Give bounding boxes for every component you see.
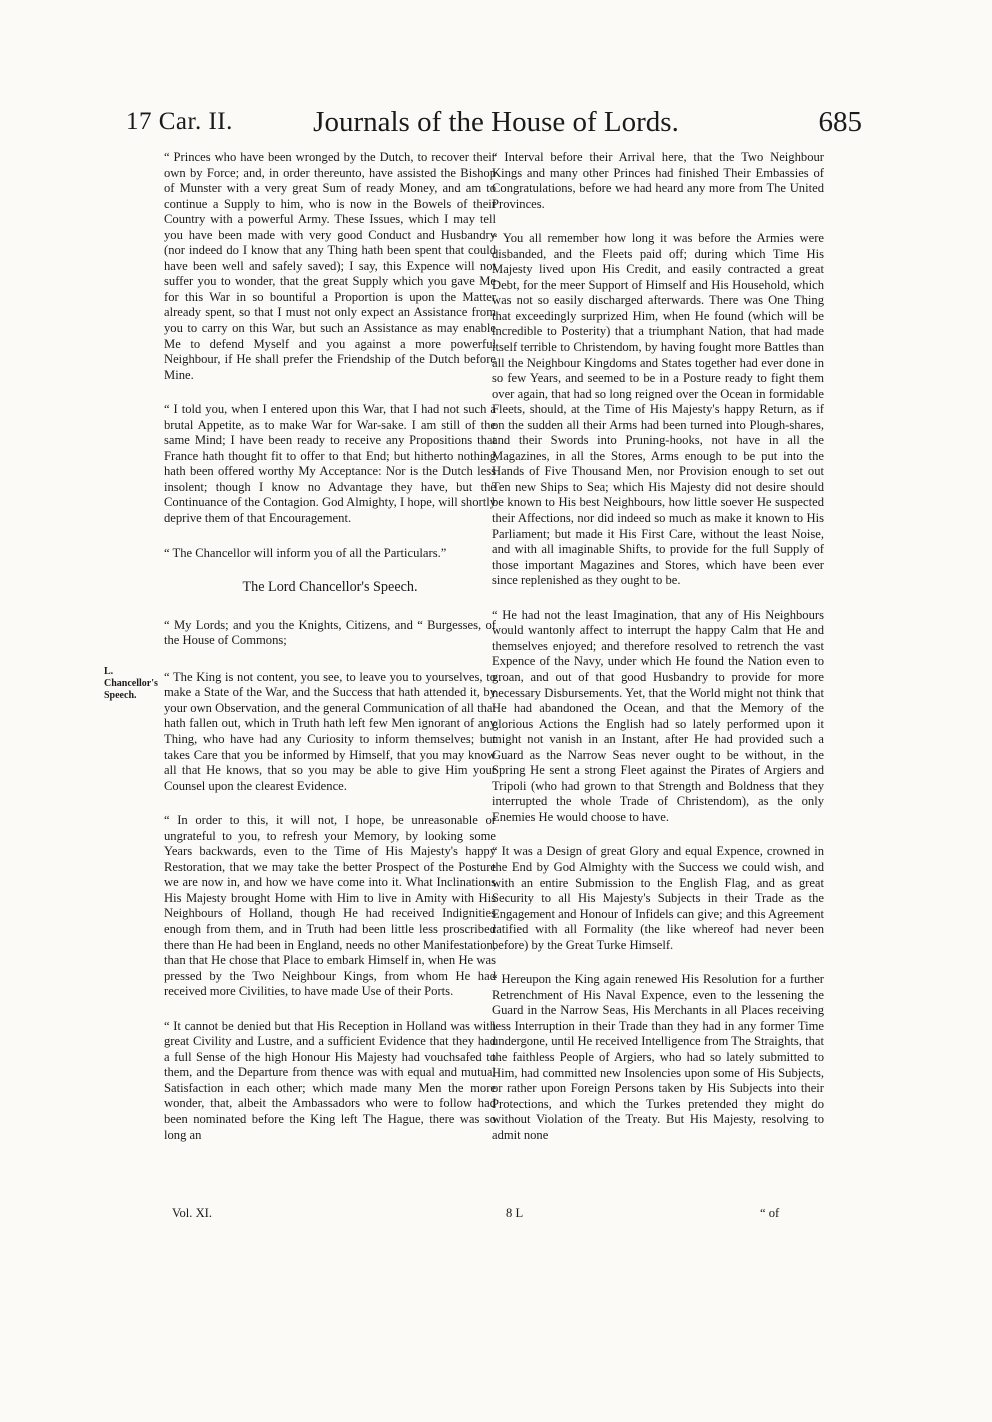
signature-mark: 8 L bbox=[506, 1206, 524, 1220]
paragraph: “ The King is not content, you see, to leave you to yourselves, to make a State of the War, and the Success that hath attended it, by your own Observation, and the general Communication of all that hath fallen out, which in Truth hath left few Men ignorant of any Thing, who have had any Curiosity to inform themselves; but takes Care that you be informed by Himself, that you may know all that He knows, that so you may be able to give Him your Counsel upon the clearest Evidence. bbox=[164, 669, 496, 793]
paragraph: “ Princes who have been wronged by the Dutch, to recover their own by Force; and, in order thereunto, have assisted the Bishop of Munster with a very great Sum of ready Money, and am to continue a Supply to him, who is now in the Bowels of their Country with a powerful Army. These Issues, which I may tell you have been made with very good Conduct and Husbandry (nor indeed do I know that any Thing hath been spent that could have been well and safely saved); I say, this Expence will not suffer you to wonder, that the great Supply which you gave Me for this War in so bountiful a Proportion is upon the Matter already spent, so that I must not only expect an Assistance from you to carry on this War, but such an Assistance as may enable Me to defend Myself and you against a more powerful Neighbour, if He shall prefer the Friendship of the Dutch before Mine. bbox=[164, 150, 496, 382]
right-column bbox=[492, 150, 824, 1162]
volume-label: Vol. XI. bbox=[172, 1206, 213, 1220]
paragraph: “ It cannot be denied but that His Reception in Holland was with great Civility and Lustre, and a sufficient Evidence that they had a full Sense of the high Honour His Majesty had vouchsafed to them, and the Departure from thence was with equal and mutual Satisfaction in each other; which made many Men the more wonder, that, albeit the Ambassadors who were to follow had been nominated before the King left The Hague, there was so long an bbox=[164, 1018, 496, 1142]
paragraph: “ Interval before their Arrival here, that the Two Neighbour Kings and many other Princes had finished Their Embassies of Congratulations, before we had heard any more from The United Provinces. bbox=[492, 150, 824, 211]
paragraph: “ The Chancellor will inform you of all the Particulars.” bbox=[164, 545, 447, 560]
paragraph: “ You all remember how long it was before the Armies were disbanded, and the Fleets paid off; during which Time His Majesty lived upon His Credit, and easily contracted a great Debt, for the meer Support of Himself and His Household, which was not so easily discharged afterwards. There was One Thing that exceedingly surprized Him, when He found (which will be incredible to Posterity) that a triumphant Nation, that had made itself terrible to Christendom, by having fought more Battles than all the Neighbour Kingdoms and States together had ever done in so few Years, and seemed to be in a Posture ready to fight them over again, that had so long reigned over the Ocean in formidable Fleets, should, at the Time of His Majesty's happy Return, as if on the sudden all their Arms had been turned into Plough-shares, and their Swords into Pruning-hooks, not have in all the Magazines, in all the Stores, Arms enough to be put into the Hands of Five Thousand Men, nor Provision enough to set out Ten new Ships to Sea; which His Majesty did not desire should be known to His best Neighbours, how little soever He suspected their Affections, nor did indeed so much as make it known to His Parliament; but made it His First Care, without the least Noise, and with all imaginable Shifts, to provide for the full Supply of those important Magazines and Stores, which have been ever since replenished as they ought to be. bbox=[492, 231, 824, 588]
left-column bbox=[164, 150, 496, 1162]
section-heading: The Lord Chancellor's Speech. bbox=[242, 579, 418, 596]
margin-note: L. Chancellor's Speech. bbox=[104, 666, 158, 701]
paragraph: “ I told you, when I entered upon this War, that I had not such a brutal Appetite, as to make War for War-sake. I am still of the same Mind; I have been ready to receive any Propositions that France hath thought fit to offer to that End; but hitherto nothing hath been offered worthy My Acceptance: Nor is the Dutch less insolent; though I know no Advantage they have, but the Continuance of the Contagion. God Almighty, I hope, will shortly deprive them of that Encouragement. bbox=[164, 402, 496, 526]
address-line: “ My Lords; and you the Knights, Citizens, and “ Burgesses, of the House of Commons; bbox=[164, 617, 496, 648]
paragraph: “ He had not the least Imagination, that any of His Neighbours would wantonly affect to interrupt the happy Calm that He and themselves enjoyed; and therefore resolved to retrench the vast Expence of the Navy, under which He found the Nation even to groan, and out of that good Husbandry to provide for more necessary Disbursements. Yet, that the World might not think that He had abandoned the Ocean, and that the Memory of the glorious Actions the English had so lately performed upon it might not vanish in an Instant, after He had provided such a Guard as the Narrow Seas never ought to be without, in the Spring He sent a strong Fleet against the Pirates of Argiers and Tripoli (who had grown to that Strength and Boldness that they interrupted the whole Trade of Christendom), as the only Enemies He would choose to have. bbox=[492, 607, 824, 824]
running-header bbox=[0, 106, 992, 146]
catchword: “ of bbox=[760, 1206, 780, 1220]
paragraph: “ In order to this, it will not, I hope, be unreasonable or ungrateful to you, to refresh your Memory, by looking some Years backwards, even to the Time of His Majesty's happy Restoration, that we may take the better Prospect of the Posture we are now in, and how we have come into it. What Inclinations His Majesty brought Home with Him to live in Amity with His Neighbours of Holland, though He had received Indignities enough from them, and in Truth had been little less proscribed there than He had been in England, needs no other Manifestation, than that He chose that Place to embark Himself in, when He was pressed by the Two Neighbour Kings, from whom He had received more Civilities, to have made Use of their Ports. bbox=[164, 813, 496, 999]
paragraph: “ Hereupon the King again renewed His Resolution for a further Retrenchment of His Naval Expence, even to the lessening the Guard in the Narrow Seas, His Merchants in all Places receiving less Interruption in their Trade than they had in any former Time undergone, until He received Intelligence from The Straights, that the faithless People of Argiers, who had so lately submitted to Him, had committed new Insolencies upon some of His Subjects, or rather upon Foreign Persons taken by His Subjects into their Protections, and which the Turkes pretended they might do without Violation of the Treaty. But His Majesty, resolving to admit none bbox=[492, 972, 824, 1142]
paragraph: “ It was a Design of great Glory and equal Expence, crowned in the End by God Almighty with the Success we could wish, and with an entire Submission to the English Flag, and as great Security to all His Majesty's Subjects in their Trade as the Engagement and Honour of Infidels can give; and this Agreement ratified with all Formality (the like whereof had never been before) by the Great Turke Himself. bbox=[492, 844, 824, 952]
page-number: 685 bbox=[818, 106, 862, 138]
header-title: Journals of the House of Lords. bbox=[313, 106, 679, 138]
header-regnal-year: 17 Car. II. bbox=[126, 108, 233, 135]
